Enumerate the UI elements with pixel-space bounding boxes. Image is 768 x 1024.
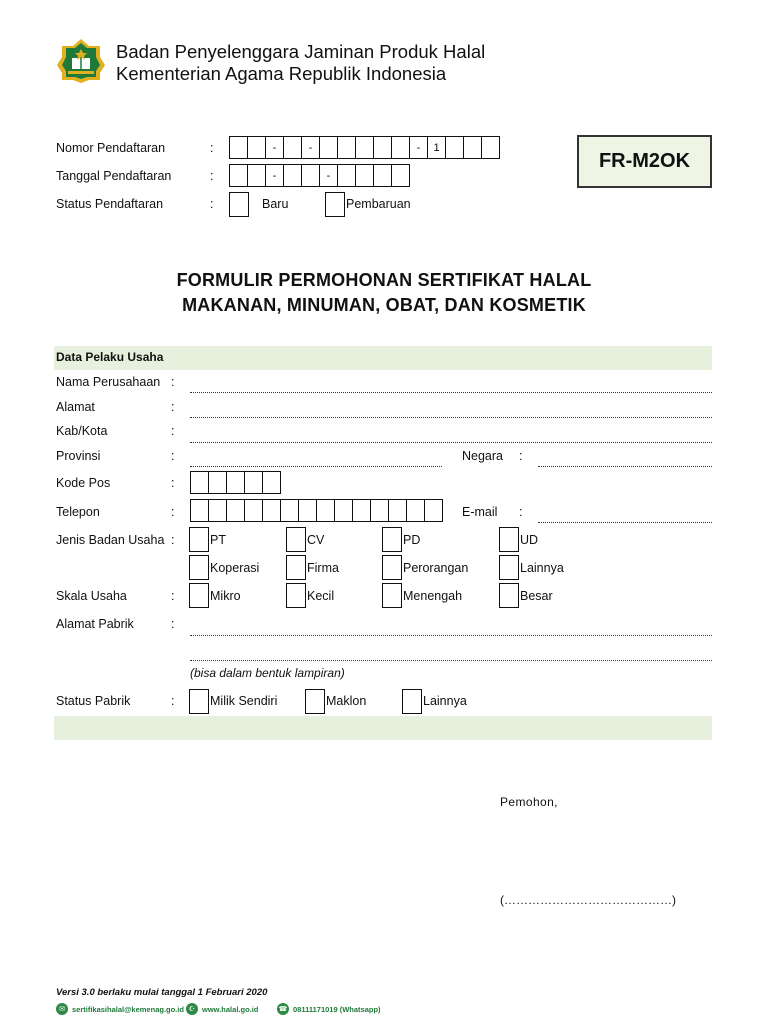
status-pendaftaran-label: Status Pendaftaran xyxy=(56,197,164,211)
telepon-cell[interactable] xyxy=(244,499,263,522)
tanggal-pendaftaran-label: Tanggal Pendaftaran xyxy=(56,169,172,183)
telepon-cell[interactable] xyxy=(298,499,317,522)
tanggal-cell[interactable] xyxy=(247,164,266,187)
option-lainnya-jenis-label: Lainnya xyxy=(520,561,564,575)
colon: : xyxy=(171,533,175,547)
option-ud-label: UD xyxy=(520,533,539,547)
kode-pos-cell[interactable] xyxy=(262,471,281,494)
section-band-bottom xyxy=(54,716,712,740)
contact-web xyxy=(186,1003,258,1015)
option-cv-label: CV xyxy=(307,533,325,547)
org-name-line1: Badan Penyelenggara Jaminan Produk Halal xyxy=(116,41,486,62)
alamat-pabrik-input-line2[interactable] xyxy=(190,660,712,661)
nomor-cell[interactable]: - xyxy=(265,136,284,159)
provinsi-label: Provinsi xyxy=(56,449,101,463)
alamat-label: Alamat xyxy=(56,400,95,414)
tanggal-pendaftaran-cells[interactable] xyxy=(229,164,409,187)
checkbox-kecil[interactable] xyxy=(286,583,306,608)
checkbox-menengah[interactable] xyxy=(382,583,402,608)
version-note: Versi 3.0 berlaku mulai tanggal 1 Februari 2020 xyxy=(56,987,268,998)
nomor-cell[interactable]: - xyxy=(301,136,320,159)
section-title: Data Pelaku Usaha xyxy=(56,350,164,364)
nama-perusahaan-input[interactable] xyxy=(190,392,712,393)
checkbox-milik-sendiri[interactable] xyxy=(189,689,209,714)
alamat-pabrik-note: (bisa dalam bentuk lampiran) xyxy=(190,666,345,680)
nomor-cell[interactable] xyxy=(247,136,266,159)
pemohon-label: Pemohon, xyxy=(500,795,558,809)
tanggal-cell[interactable] xyxy=(229,164,248,187)
colon: : xyxy=(171,375,175,389)
provinsi-input[interactable] xyxy=(190,466,442,467)
telepon-label: Telepon xyxy=(56,505,100,519)
signature-blank[interactable]: (……………………………………) xyxy=(500,893,676,907)
email-label: E-mail xyxy=(462,505,498,519)
form-title-line1: FORMULIR PERMOHONAN SERTIFIKAT HALAL xyxy=(176,270,592,290)
tanggal-cell[interactable] xyxy=(391,164,410,187)
checkbox-pt[interactable] xyxy=(189,527,209,552)
alamat-pabrik-label: Alamat Pabrik xyxy=(56,617,134,631)
contact-email-text: sertifikasihalal@kemenag.go.id xyxy=(72,1004,184,1014)
checkbox-firma[interactable] xyxy=(286,555,306,580)
tanggal-cell[interactable] xyxy=(373,164,392,187)
option-lainnya-pabrik-label: Lainnya xyxy=(423,694,467,708)
tanggal-cell[interactable] xyxy=(301,164,320,187)
halal-logo-icon: ☪ xyxy=(186,1003,198,1015)
checkbox-baru[interactable] xyxy=(229,192,249,217)
colon: : xyxy=(519,505,523,519)
tanggal-cell[interactable]: - xyxy=(319,164,338,187)
kab-kota-input[interactable] xyxy=(190,442,712,443)
telepon-cell[interactable] xyxy=(226,499,245,522)
nomor-cell[interactable]: - xyxy=(409,136,428,159)
colon: : xyxy=(171,694,175,708)
nomor-cell[interactable] xyxy=(463,136,482,159)
status-pabrik-label: Status Pabrik xyxy=(56,694,131,708)
colon: : xyxy=(171,400,175,414)
option-milik-sendiri-label: Milik Sendiri xyxy=(210,694,278,708)
tanggal-cell[interactable] xyxy=(337,164,356,187)
option-maklon-label: Maklon xyxy=(326,694,367,708)
checkbox-cv[interactable] xyxy=(286,527,306,552)
colon: : xyxy=(171,476,175,490)
whatsapp-icon: ☎ xyxy=(277,1003,289,1015)
telepon-cell[interactable] xyxy=(208,499,227,522)
contact-phone xyxy=(277,1003,381,1015)
colon: : xyxy=(171,589,175,603)
telepon-cells[interactable] xyxy=(190,499,442,522)
nomor-cell[interactable] xyxy=(445,136,464,159)
nomor-pendaftaran-label: Nomor Pendaftaran xyxy=(56,141,166,155)
org-name-line2: Kementerian Agama Republik Indonesia xyxy=(116,63,447,84)
colon: : xyxy=(210,169,214,183)
colon: : xyxy=(171,424,175,438)
nomor-cell[interactable] xyxy=(319,136,338,159)
colon: : xyxy=(210,197,214,211)
option-pt-label: PT xyxy=(210,533,226,547)
nomor-cell[interactable] xyxy=(373,136,392,159)
alamat-pabrik-input-line1[interactable] xyxy=(190,635,712,636)
nomor-cell[interactable] xyxy=(283,136,302,159)
nomor-cell[interactable] xyxy=(355,136,374,159)
colon: : xyxy=(171,449,175,463)
option-menengah-label: Menengah xyxy=(403,589,463,603)
email-icon: ✉ xyxy=(56,1003,68,1015)
checkbox-lainnya-jenis[interactable] xyxy=(499,555,519,580)
telepon-cell[interactable] xyxy=(316,499,335,522)
negara-input[interactable] xyxy=(538,466,712,467)
nomor-cell[interactable] xyxy=(391,136,410,159)
telepon-cell[interactable] xyxy=(370,499,389,522)
negara-label: Negara xyxy=(462,449,503,463)
option-koperasi-label: Koperasi xyxy=(210,561,260,575)
option-besar-label: Besar xyxy=(520,589,553,603)
nomor-cell[interactable]: 1 xyxy=(427,136,446,159)
telepon-cell[interactable] xyxy=(424,499,443,522)
telepon-cell[interactable] xyxy=(280,499,299,522)
telepon-cell[interactable] xyxy=(388,499,407,522)
kode-pos-cell[interactable] xyxy=(208,471,227,494)
contact-email xyxy=(56,1003,184,1015)
form-code-box: FR-M2OK xyxy=(577,135,712,188)
kode-pos-cells[interactable] xyxy=(190,471,280,494)
nomor-cell[interactable] xyxy=(229,136,248,159)
colon: : xyxy=(171,505,175,519)
nama-perusahaan-label: Nama Perusahaan xyxy=(56,375,161,389)
option-pd-label: PD xyxy=(403,533,421,547)
checkbox-pembaruan[interactable] xyxy=(325,192,345,217)
nomor-cell[interactable] xyxy=(337,136,356,159)
option-baru-label: Baru xyxy=(262,197,289,211)
checkbox-maklon[interactable] xyxy=(305,689,325,714)
checkbox-pd[interactable] xyxy=(382,527,402,552)
contact-web-text: www.halal.go.id xyxy=(202,1004,259,1014)
kode-pos-label: Kode Pos xyxy=(56,476,111,490)
checkbox-koperasi[interactable] xyxy=(189,555,209,580)
kode-pos-cell[interactable] xyxy=(244,471,263,494)
nomor-pendaftaran-cells[interactable] xyxy=(229,136,499,159)
checkbox-ud[interactable] xyxy=(499,527,519,552)
tanggal-cell[interactable]: - xyxy=(265,164,284,187)
kode-pos-cell[interactable] xyxy=(190,471,209,494)
form-title-line2: MAKANAN, MINUMAN, OBAT, DAN KOSMETIK xyxy=(182,295,586,315)
telepon-cell[interactable] xyxy=(262,499,281,522)
colon: : xyxy=(171,617,175,631)
kab-kota-label: Kab/Kota xyxy=(56,424,108,438)
checkbox-lainnya-pabrik[interactable] xyxy=(402,689,422,714)
colon: : xyxy=(519,449,523,463)
email-input[interactable] xyxy=(538,522,712,523)
contact-phone-text: 08111171019 (Whatsapp) xyxy=(293,1004,381,1014)
telepon-cell[interactable] xyxy=(406,499,425,522)
alamat-input[interactable] xyxy=(190,417,712,418)
telepon-cell[interactable] xyxy=(352,499,371,522)
skala-usaha-label: Skala Usaha xyxy=(56,589,127,603)
checkbox-besar[interactable] xyxy=(499,583,519,608)
kemenag-logo-icon xyxy=(56,38,106,84)
jenis-badan-usaha-label: Jenis Badan Usaha xyxy=(56,533,165,547)
telepon-cell[interactable] xyxy=(334,499,353,522)
option-pembaruan-label: Pembaruan xyxy=(346,197,411,211)
telepon-cell[interactable] xyxy=(190,499,209,522)
option-firma-label: Firma xyxy=(307,561,339,575)
checkbox-mikro[interactable] xyxy=(189,583,209,608)
checkbox-perorangan[interactable] xyxy=(382,555,402,580)
tanggal-cell[interactable] xyxy=(283,164,302,187)
kode-pos-cell[interactable] xyxy=(226,471,245,494)
option-mikro-label: Mikro xyxy=(210,589,241,603)
colon: : xyxy=(210,141,214,155)
option-kecil-label: Kecil xyxy=(307,589,335,603)
tanggal-cell[interactable] xyxy=(355,164,374,187)
nomor-cell[interactable] xyxy=(481,136,500,159)
option-perorangan-label: Perorangan xyxy=(403,561,469,575)
